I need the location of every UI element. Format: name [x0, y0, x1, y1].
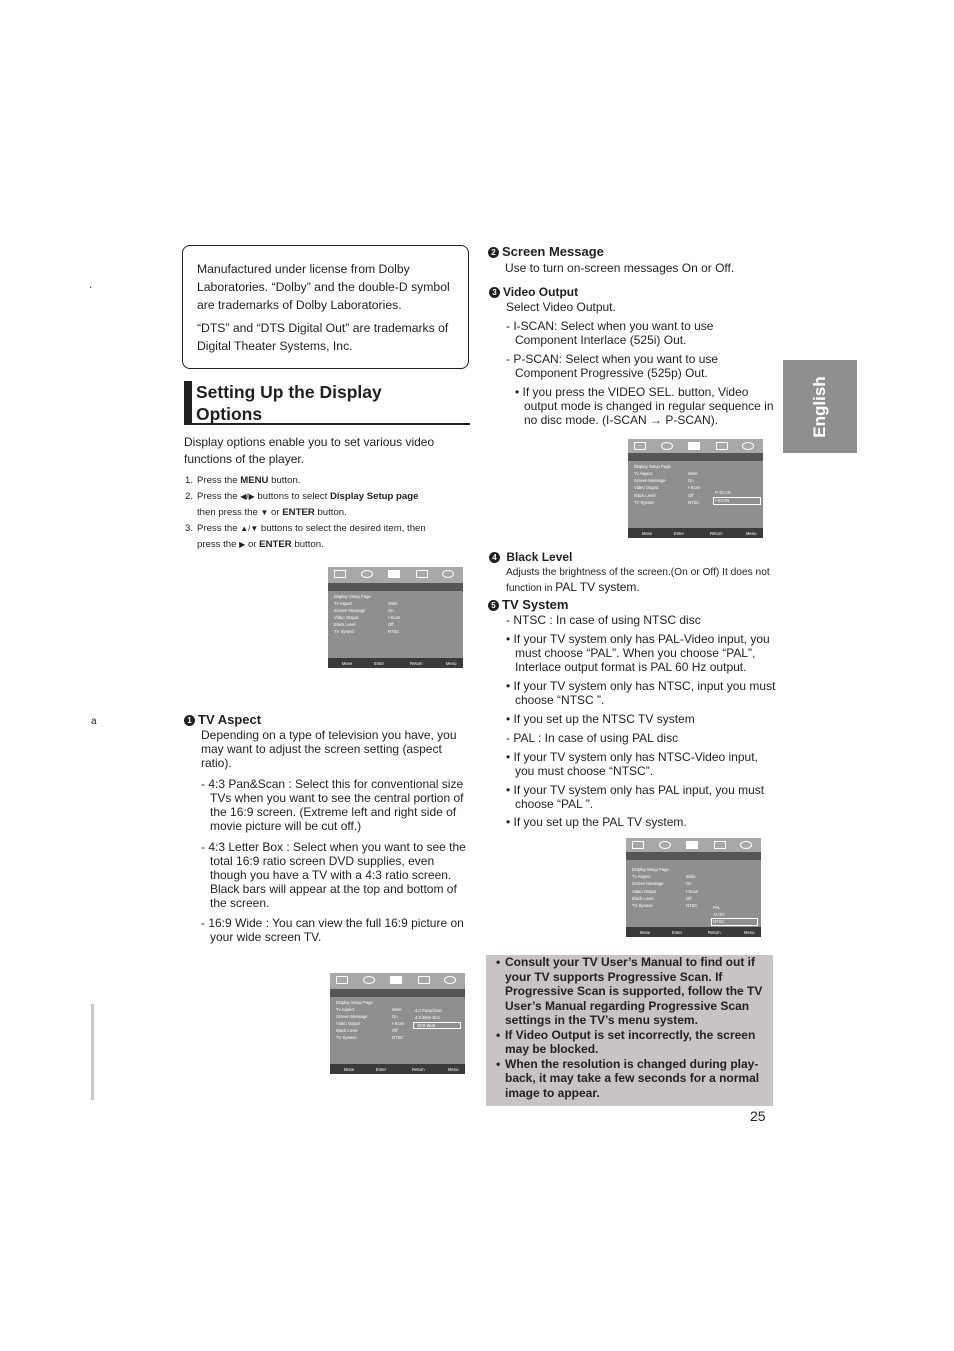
osd-item: Black Level [334, 622, 356, 627]
video-icon [686, 841, 698, 849]
disc-setup-icon [442, 570, 454, 578]
osd-value: NTSC [388, 629, 400, 634]
osd-footer-enter: Enter [376, 1067, 387, 1072]
enter-button-name: ENTER [282, 507, 315, 518]
osd-value: NTSC [688, 500, 700, 505]
license-notice-box [182, 245, 469, 369]
left-right-arrows-icon: ◀/▶ [240, 492, 255, 501]
step-text: buttons to select the desired item, then [258, 523, 426, 534]
osd-item: TV System [334, 629, 355, 634]
video-icon [390, 976, 402, 984]
osd-header: Display Setup Page [632, 867, 669, 872]
osd-footer-move: Move [342, 661, 353, 666]
osd-value: On [388, 608, 394, 613]
osd-title-bar [330, 989, 465, 997]
video-output-heading [489, 285, 774, 299]
audio-icon [361, 570, 373, 578]
tv-aspect-option-letterbox: - 4:3 Letter Box : Select when you want to see the total 16:9 ratio screen DVD supplies, even though you have a TV with a 4:3 ratio screen. Black bars will appear at the top and bottom of the screen. [201, 840, 466, 910]
osd-footer-move: Move [642, 531, 653, 536]
osd-option: 16:9 Wide [417, 1023, 436, 1028]
disc-setup-icon [740, 841, 752, 849]
osd-item: Black Level [634, 493, 656, 498]
osd-value: I-Scan [686, 889, 699, 894]
osd-footer-menu: Menu [448, 1067, 459, 1072]
osd-value: NTSC [686, 903, 698, 908]
step-text: button. [314, 507, 347, 518]
step-number: 3. [185, 523, 194, 534]
osd-value: NTSC [392, 1035, 404, 1040]
step-number: 2. [185, 491, 194, 502]
osd-item: Video Output [632, 889, 657, 894]
osd-value: I-Scan [388, 615, 401, 620]
note-item: • Consult your TV User’s Manual to find out if your TV supports Progressive Scan. If Progressive Scan is supported, follow the TV User’s Manual regarding Progressive Scan settings in the TV’s menu system. [496, 955, 769, 1028]
step-1 [185, 473, 475, 489]
tv-aspect-option-wide: - 16:9 Wide : You can view the full 16:9 picture on your wide screen TV. [201, 916, 464, 944]
menu-button-name: MENU [240, 475, 269, 486]
osd-selection-box [713, 497, 761, 505]
osd-footer [626, 927, 761, 937]
osd-icon-bar [330, 973, 465, 989]
circled-number-icon: 3 [489, 287, 500, 298]
osd-item: TV System [632, 903, 653, 908]
tv-system-note: • If your TV system only has PAL-Video input, you must choose “PAL”. When you choose “PAL”, Interlace output format is PAL 60 Hz output. [506, 632, 770, 674]
step-text: or [245, 539, 260, 550]
black-level-desc-text: Adjusts the brightness of the screen.(On or Off) It does not function in [506, 567, 770, 594]
osd-footer-move: Move [344, 1067, 355, 1072]
circled-number-icon: 2 [488, 247, 499, 258]
note-item: • When the resolution is changed during play-back, it may take a few seconds for a normal image to appear. [496, 1057, 769, 1101]
tv-aspect-heading [184, 712, 474, 727]
enter-button-name: ENTER [259, 539, 292, 550]
step-text: Press the [197, 475, 241, 486]
tv-system-heading [488, 597, 778, 612]
osd-footer-menu: Menu [446, 661, 457, 666]
osd-screenshot-video-output [628, 439, 763, 538]
video-icon [388, 570, 400, 578]
osd-selection-box [413, 1022, 461, 1029]
osd-value: I-Scan [392, 1021, 405, 1026]
intro-text: Display options enable you to set various video functions of the player. [184, 435, 435, 466]
disc-setup-icon [444, 976, 456, 984]
step-text: button. [268, 475, 301, 486]
display-icon [632, 841, 644, 849]
tv-system-title: TV System [502, 597, 569, 612]
step-number: 1. [185, 475, 194, 486]
step-2 [185, 489, 475, 521]
note-item: • If Video Output is set incorrectly, the screen may be blocked. [496, 1028, 769, 1057]
osd-value: Off [686, 896, 692, 901]
black-level-heading [489, 550, 774, 564]
tv-system-ntsc: - NTSC : In case of using NTSC disc [506, 613, 701, 627]
osd-footer-enter: Enter [672, 930, 683, 935]
step-text: buttons to select [254, 491, 330, 502]
osd-footer-move: Move [640, 930, 651, 935]
step-text: press the [197, 539, 240, 550]
osd-item: Black Level [336, 1028, 358, 1033]
osd-header: Display Setup Page [336, 1000, 373, 1005]
osd-value: On [392, 1014, 398, 1019]
section-title [184, 381, 470, 425]
steps-list [185, 473, 475, 553]
step-3 [185, 521, 475, 553]
screen-message-heading [488, 244, 778, 259]
osd-value: Wide [388, 601, 398, 606]
black-level-desc [489, 566, 774, 596]
lock-icon [416, 570, 428, 578]
black-level-section [489, 550, 774, 596]
screen-message-desc: Use to turn on-screen messages On or Off. [505, 261, 735, 275]
osd-value: Wide [688, 471, 698, 476]
osd-footer-enter: Enter [674, 531, 685, 536]
tv-aspect-title: TV Aspect [198, 712, 262, 727]
osd-option: PAL [713, 905, 721, 910]
osd-title-bar [628, 453, 763, 461]
osd-option: AUTO [713, 912, 725, 917]
osd-footer-menu: Menu [746, 531, 757, 536]
osd-header: Display Setup Page [334, 594, 371, 599]
display-icon [336, 976, 348, 984]
osd-option: NTSC [713, 919, 725, 924]
tv-system-note: • If your TV system only has PAL input, you must choose “PAL ”. [506, 783, 765, 811]
video-output-iscan: - I-SCAN: Select when you want to use Component Interlace (525i) Out. [506, 319, 714, 347]
osd-item: Video Output [336, 1021, 361, 1026]
osd-footer [628, 528, 763, 538]
page-number: 25 [750, 1108, 766, 1124]
audio-icon [659, 841, 671, 849]
osd-value: Wide [686, 874, 696, 879]
circled-number-icon: 4 [489, 552, 500, 563]
lock-icon [716, 442, 728, 450]
osd-option: P-SCAN [715, 490, 731, 495]
section-title-line2: Options [196, 404, 263, 424]
circled-number-icon: 5 [488, 600, 499, 611]
osd-title-bar [328, 583, 463, 591]
video-output-note: • If you press the VIDEO SEL. button, Video output mode is changed in regular sequence in no disc mode. (I-SCAN → P-SCAN). [515, 385, 774, 427]
osd-value: Off [688, 493, 694, 498]
osd-item: Tv Aspect [632, 874, 651, 879]
tv-system-pal: - PAL : In case of using PAL disc [506, 731, 679, 745]
tv-system-note: • If your TV system only has NTSC-Video input, you must choose “NTSC”. [506, 750, 758, 778]
osd-item: Screen Message [336, 1014, 368, 1019]
right-arrow-icon: ▶ [239, 540, 246, 549]
black-level-desc-pal: PAL TV system. [555, 580, 640, 594]
display-icon [334, 570, 346, 578]
video-output-title: Video Output [503, 285, 579, 299]
lock-icon [714, 841, 726, 849]
osd-item: Tv Aspect [634, 471, 653, 476]
margin-rule [91, 1004, 94, 1100]
osd-footer-return: Return [708, 930, 721, 935]
osd-value: On [688, 478, 694, 483]
osd-option: 4:3 letter Box [415, 1015, 440, 1020]
section-title-line1: Setting Up the Display [196, 382, 382, 402]
screen-message-title: Screen Message [502, 244, 604, 259]
osd-option: 4:3 Pan&Scan [415, 1008, 442, 1013]
stray-letter: a [91, 716, 97, 727]
osd-value: Off [392, 1028, 398, 1033]
osd-footer-menu: Menu [744, 930, 755, 935]
progressive-scan-notes [486, 955, 773, 1106]
video-output-section [489, 285, 774, 427]
down-arrow-icon: ▼ [260, 508, 269, 517]
lock-icon [418, 976, 430, 984]
osd-item: Tv Aspect [336, 1007, 355, 1012]
osd-item: Video Output [634, 485, 659, 490]
osd-item: Tv Aspect [334, 601, 353, 606]
osd-title-bar [626, 852, 761, 860]
osd-item: TV System [336, 1035, 357, 1040]
osd-value: I-Scan [688, 485, 701, 490]
display-icon [634, 442, 646, 450]
disc-setup-icon [742, 442, 754, 450]
video-output-desc: Select Video Output. [506, 300, 616, 314]
osd-footer-return: Return [412, 1067, 425, 1072]
osd-screenshot-main [328, 567, 463, 668]
osd-item: Video Output [334, 615, 359, 620]
language-side-tab-label: English [810, 375, 829, 438]
video-icon [688, 442, 700, 450]
osd-value: Off [388, 622, 394, 627]
tv-system-note: • If you set up the NTSC TV system [506, 712, 695, 726]
osd-value: Wide [392, 1007, 402, 1012]
osd-item: Screen Message [334, 608, 366, 613]
osd-footer-return: Return [710, 531, 723, 536]
osd-item: Screen Message [634, 478, 666, 483]
tv-aspect-option-panscan: - 4:3 Pan&Scan : Select this for conventional size TVs when you want to see the central portion of the 16:9 screen. (Extreme left and right side of movie picture will be cut off.) [201, 777, 464, 833]
osd-header: Display Setup Page [634, 464, 671, 469]
osd-item: Screen Message [632, 881, 664, 886]
step-text: then press the [197, 507, 261, 518]
audio-icon [661, 442, 673, 450]
osd-footer [330, 1064, 465, 1074]
step-text: button. [291, 539, 324, 550]
osd-value: On [686, 881, 692, 886]
osd-option: I-SCAN [715, 498, 730, 503]
tv-aspect-section [184, 712, 474, 944]
osd-footer [328, 658, 463, 668]
circled-number-icon: 1 [184, 715, 195, 726]
osd-icon-bar [328, 567, 463, 583]
step-text: Press the [197, 523, 241, 534]
stray-dot: . [89, 277, 93, 291]
up-down-arrows-icon: ▲/▼ [240, 524, 259, 533]
step-text: or [268, 507, 283, 518]
osd-footer-return: Return [410, 661, 423, 666]
tv-aspect-desc: Depending on a type of television you have, you may want to adjust the screen setting (aspect ratio). [201, 728, 457, 770]
tv-system-note: • If your TV system only has NTSC, input you must choose “NTSC ”. [506, 679, 776, 707]
osd-footer-enter: Enter [374, 661, 385, 666]
audio-icon [363, 976, 375, 984]
display-setup-page-name: Display Setup page [329, 491, 419, 502]
osd-item: TV System [634, 500, 655, 505]
tv-system-note: • If you set up the PAL TV system. [506, 815, 687, 829]
tv-system-section [488, 597, 778, 829]
license-dts-text: “DTS” and “DTS Digital Out” are trademarks of Digital Theater Systems, Inc. [197, 321, 449, 353]
step-text: Press the [197, 491, 241, 502]
osd-selection-box [711, 918, 758, 926]
video-output-pscan: - P-SCAN: Select when you want to use Component Progressive (525p) Out. [506, 352, 719, 380]
osd-screenshot-aspect [330, 973, 465, 1074]
license-dolby-text: Manufactured under license from Dolby Laboratories. “Dolby” and the double-D symbol are trademarks of Dolby Laboratories. [197, 262, 450, 312]
osd-screenshot-tv-system [626, 838, 761, 937]
osd-item: Black Level [632, 896, 654, 901]
screen-message-section [488, 244, 778, 275]
language-side-tab [783, 360, 857, 453]
black-level-title: Black Level [506, 550, 573, 564]
